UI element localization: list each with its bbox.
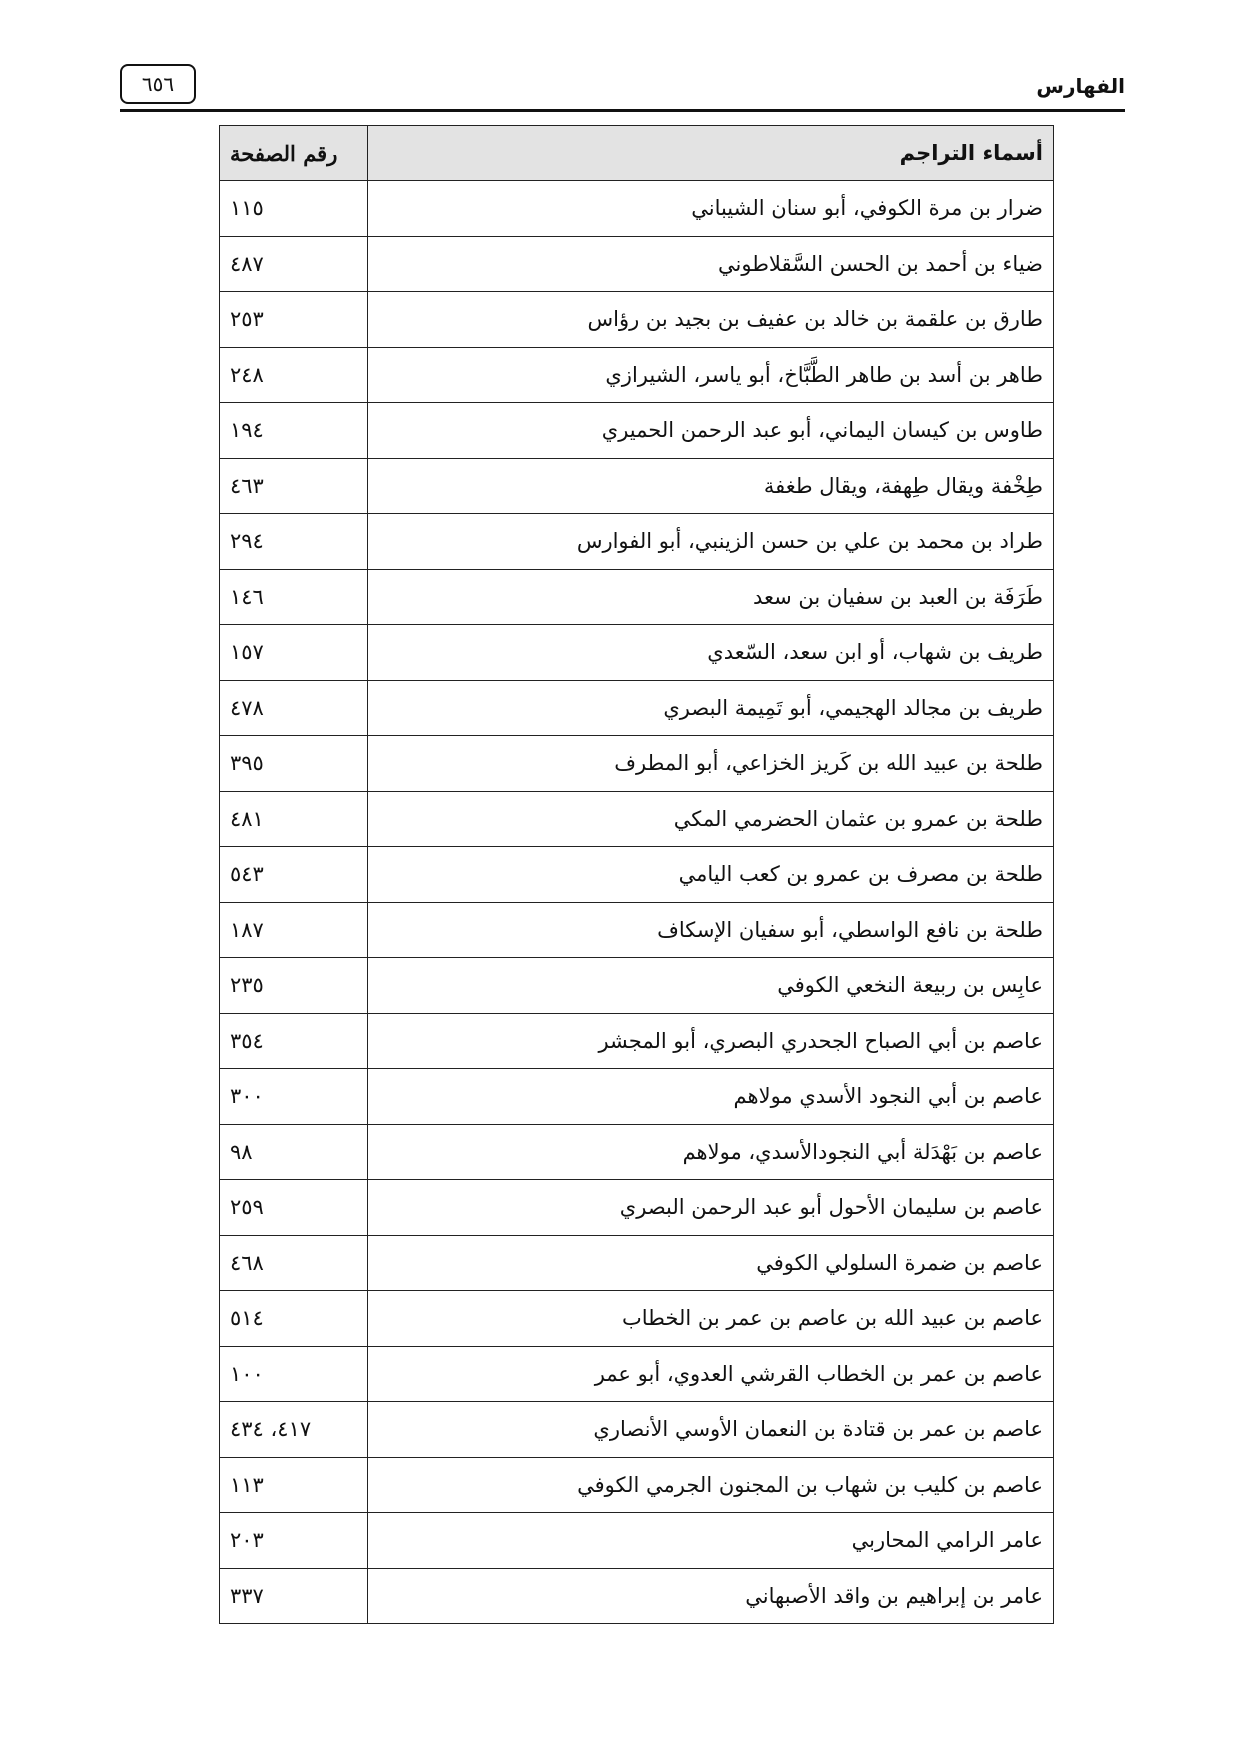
page-reference: ٩٨: [220, 1124, 368, 1180]
table-row: [220, 1180, 1054, 1236]
page-reference: ٥١٤: [220, 1291, 368, 1347]
biography-name: طَرَفَة بن العبد بن سفيان بن سعد: [368, 569, 1054, 625]
page-reference: ٤٦٣: [220, 458, 368, 514]
column-header-names: أسماء التراجم: [368, 126, 1054, 181]
page-reference: ٣٠٠: [220, 1069, 368, 1125]
page-reference: ١٩٤: [220, 403, 368, 459]
biography-name: عابِس بن ربيعة النخعي الكوفي: [368, 958, 1054, 1014]
biography-name: عامر بن إبراهيم بن واقد الأصبهاني: [368, 1568, 1054, 1624]
table-row: [220, 625, 1054, 681]
page-reference: ٤١٧، ٤٣٤: [220, 1402, 368, 1458]
table-row: [220, 680, 1054, 736]
table-row: [220, 403, 1054, 459]
column-header-page: رقم الصفحة: [220, 126, 368, 181]
page-number-box: ٦٥٦: [120, 64, 196, 104]
biography-name: عاصم بن سليمان الأحول أبو عبد الرحمن البصري: [368, 1180, 1054, 1236]
page-reference: ٤٧٨: [220, 680, 368, 736]
biography-name: طارق بن علقمة بن خالد بن عفيف بن بجيد بن رؤاس: [368, 292, 1054, 348]
table-row: [220, 1013, 1054, 1069]
biography-name: عاصم بن ضمرة السلولي الكوفي: [368, 1235, 1054, 1291]
page-header: [120, 60, 1125, 112]
table-row: [220, 569, 1054, 625]
biographies-index-table: [219, 125, 1054, 1624]
table-row: [220, 236, 1054, 292]
header-rule: [120, 109, 1125, 112]
biography-name: طلحة بن عمرو بن عثمان الحضرمي المكي: [368, 791, 1054, 847]
table-row: [220, 1457, 1054, 1513]
page-reference: ٢٤٨: [220, 347, 368, 403]
page-reference: ١١٣: [220, 1457, 368, 1513]
page-reference: ٢٣٥: [220, 958, 368, 1014]
biography-name: عاصم بن أبي الصباح الجحدري البصري، أبو المجشر: [368, 1013, 1054, 1069]
table-row: [220, 958, 1054, 1014]
page-reference: ١١٥: [220, 181, 368, 237]
biography-name: عاصم بن عمر بن قتادة بن النعمان الأوسي الأنصاري: [368, 1402, 1054, 1458]
table-row: [220, 1291, 1054, 1347]
table-row: [220, 458, 1054, 514]
table-row: [220, 514, 1054, 570]
page-reference: ٣٩٥: [220, 736, 368, 792]
page-reference: ١٨٧: [220, 902, 368, 958]
page-reference: ٣٥٤: [220, 1013, 368, 1069]
biography-name: عاصم بن عبيد الله بن عاصم بن عمر بن الخطاب: [368, 1291, 1054, 1347]
page-reference: ٤٨٧: [220, 236, 368, 292]
table-row: [220, 347, 1054, 403]
table-header-row: [220, 126, 1054, 181]
table-row: [220, 1124, 1054, 1180]
table-row: [220, 181, 1054, 237]
page-reference: ١٥٧: [220, 625, 368, 681]
biography-name: طلحة بن مصرف بن عمرو بن كعب اليامي: [368, 847, 1054, 903]
page-reference: ١٤٦: [220, 569, 368, 625]
table-row: [220, 1402, 1054, 1458]
biography-name: طلحة بن عبيد الله بن كَريز الخزاعي، أبو المطرف: [368, 736, 1054, 792]
biography-name: طلحة بن نافع الواسطي، أبو سفيان الإسكاف: [368, 902, 1054, 958]
table-row: [220, 736, 1054, 792]
biography-name: طراد بن محمد بن علي بن حسن الزينبي، أبو الفوارس: [368, 514, 1054, 570]
table-row: [220, 292, 1054, 348]
page-reference: ٤٨١: [220, 791, 368, 847]
page-reference: ٢٥٩: [220, 1180, 368, 1236]
table-row: [220, 1069, 1054, 1125]
table-row: [220, 1513, 1054, 1569]
biography-name: عاصم بن كليب بن شهاب بن المجنون الجرمي الكوفي: [368, 1457, 1054, 1513]
page-reference: ٥٤٣: [220, 847, 368, 903]
table-row: [220, 1346, 1054, 1402]
page-reference: ٣٣٧: [220, 1568, 368, 1624]
biography-name: عاصم بن بَهْدَلة أبي النجودالأسدي، مولاهم: [368, 1124, 1054, 1180]
biography-name: طِخْفة ويقال طِهفة، ويقال طغفة: [368, 458, 1054, 514]
table-row: [220, 902, 1054, 958]
table-row: [220, 847, 1054, 903]
biography-name: ضياء بن أحمد بن الحسن السَّقلاطوني: [368, 236, 1054, 292]
running-title: الفهارس: [1036, 74, 1125, 98]
biography-name: ضرار بن مرة الكوفي، أبو سنان الشيباني: [368, 181, 1054, 237]
biography-name: طريف بن مجالد الهجيمي، أبو تَمِيمة البصري: [368, 680, 1054, 736]
biography-name: طريف بن شهاب، أو ابن سعد، السّعدي: [368, 625, 1054, 681]
biography-name: عاصم بن أبي النجود الأسدي مولاهم: [368, 1069, 1054, 1125]
table-row: [220, 1235, 1054, 1291]
table-row: [220, 791, 1054, 847]
biography-name: طاهر بن أسد بن طاهر الطَّبَّاخ، أبو ياسر، الشيرازي: [368, 347, 1054, 403]
page-reference: ٢٩٤: [220, 514, 368, 570]
page-reference: ٢٠٣: [220, 1513, 368, 1569]
biography-name: طاوس بن كيسان اليماني، أبو عبد الرحمن الحميري: [368, 403, 1054, 459]
table-row: [220, 1568, 1054, 1624]
biography-name: عاصم بن عمر بن الخطاب القرشي العدوي، أبو عمر: [368, 1346, 1054, 1402]
page-reference: ٢٥٣: [220, 292, 368, 348]
page-reference: ٤٦٨: [220, 1235, 368, 1291]
biography-name: عامر الرامي المحاربي: [368, 1513, 1054, 1569]
page-reference: ١٠٠: [220, 1346, 368, 1402]
